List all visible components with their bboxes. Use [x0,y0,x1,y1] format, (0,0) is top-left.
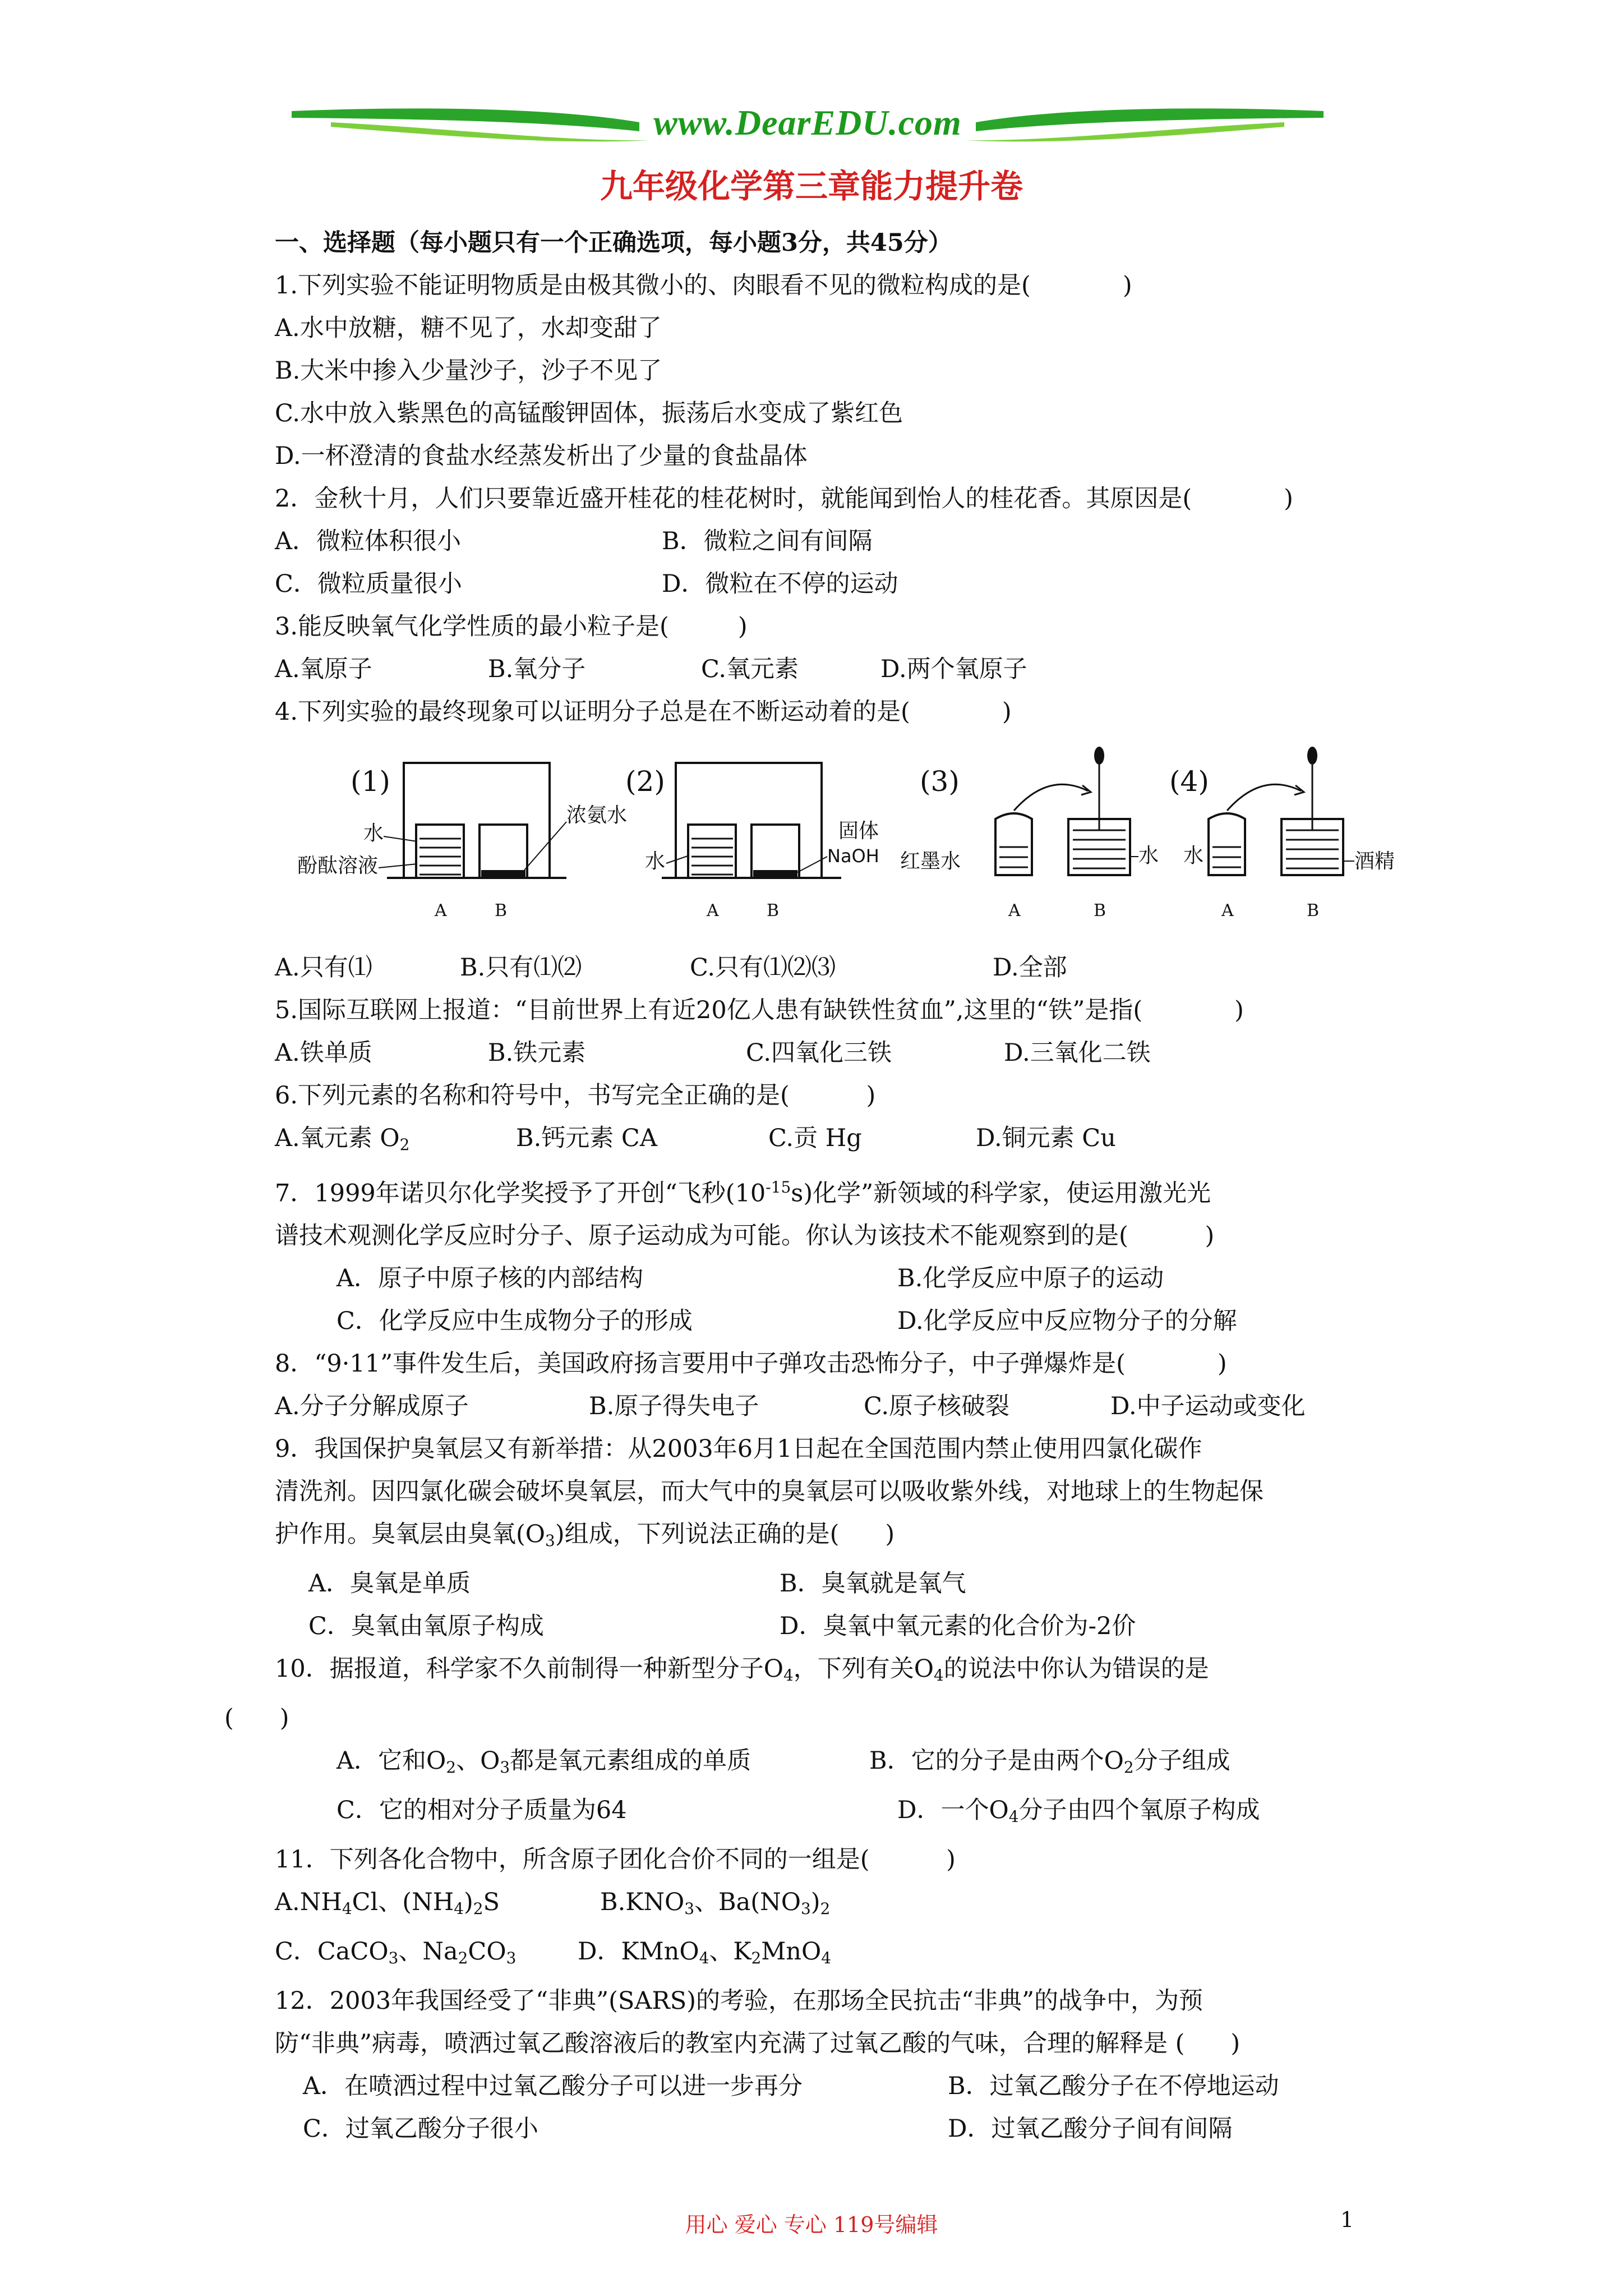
page-footer: 用心 爱心 专心 119号编辑 [685,2212,938,2237]
q3-options [275,648,1453,691]
q7-option-b: B.化学反应中原子的运动 [897,1264,1164,1293]
q2-options-row1 [275,520,1453,563]
q6-stem: 6.下列元素的名称和符号中，书写完全正确的是( ) [275,1082,876,1110]
q4-option-c: C.只有⑴⑵⑶ [690,954,836,982]
q12-option-c: C．过氧乙酸分子很小 [303,2115,538,2143]
q11-option-b: $B.KNO_3$、$Ba(NO_3)_2$ [600,1888,831,1918]
fig1-beaker-b [479,825,527,878]
q8-option-c: C.原子核破裂 [864,1392,1010,1421]
q7-options-row1 [275,1257,1453,1300]
q2-options-row2 [275,563,1453,605]
fig3-redink-label: 红墨水 [900,850,961,873]
fig1-liquid-a [419,839,461,875]
fig1-ammonia-label: 浓氨水 [566,804,628,827]
q8-options [275,1385,1453,1428]
q10-option-a: A．它和$O_2$、$O_3$都是氧元素组成的单质 [336,1747,751,1777]
fig4-arrow [1227,784,1301,811]
q2-option-a: A．微粒体积很小 [275,527,462,555]
q10-stem-line1: 10．据报道，科学家不久前制得一种新型分子$O_4$，下列有关$O_4$的说法中你认为错误的是 [275,1655,1209,1685]
q5-stem: 5.国际互联网上报道：“目前世界上有近20亿人患有缺铁性贫血”,这里的“铁”是指( ) [275,996,1244,1024]
q9-stem-line2: 清洗剂。因四氯化碳会破坏臭氧层，而大气中的臭氧层可以吸收紫外线，对地球上的生物起保 [275,1478,1264,1506]
fig4-liquid-b [1286,830,1339,868]
fig2-water-label: 水 [645,850,666,873]
q11-options-row1 [275,1881,1453,1930]
q11-option-d: D．KMnO$_4$、$K_2MnO_4$ [578,1938,832,1968]
q10-options-row1 [275,1740,1453,1789]
q1-option-a: A.水中放糖，糖不见了，水却变甜了 [275,314,662,342]
q3-option-b: B.氧分子 [488,655,586,683]
fig2-solid-label: 固体 [838,820,879,843]
q9-options-row2 [275,1605,1453,1648]
fig4-bottle-a [1209,813,1245,875]
fig1-liquid-b [481,870,525,877]
fig2-label-b: B [767,901,780,921]
q3-option-a: A.氧原子 [275,655,372,683]
fig4-liquid-a [1212,847,1241,867]
fig-label-1: (1) [351,765,390,798]
q10-option-d: D．一个$O_4$分子由四个氧原子构成 [897,1796,1260,1826]
q8-stem: 8．“9·11”事件发生后，美国政府扬言要用中子弹攻击恐怖分子，中子弹爆炸是( ) [275,1350,1227,1378]
q2-option-d: D．微粒在不停的运动 [662,570,898,598]
fig1-label-a: A [435,901,447,921]
q11-option-c: C．CaCO$_3$、$Na_2CO_3$ [275,1938,517,1968]
fig3-bottle-a [995,813,1032,875]
q4-stem: 4.下列实验的最终现象可以证明分子总是在不断运动着的是( ) [275,698,1012,726]
fig3-arrow [1014,784,1088,811]
q7-options-row2 [275,1300,1453,1342]
q5-options [275,1032,1453,1074]
q9-option-d: D．臭氧中氧元素的化合价为-2价 [780,1612,1136,1641]
fig2-naoh-label: NaOH [827,845,879,867]
q4-options [275,946,1453,989]
q11-option-a: $A.NH_4Cl$、$(NH_4)_2S$ [275,1888,500,1918]
q9-options-row1 [275,1562,1453,1605]
q6-option-b: B.钙元素 CA [516,1124,657,1152]
fig-label-3: (3) [920,765,960,798]
fig1-label-b: B [495,901,508,921]
fig1-beaker-a [416,825,464,878]
q7-stem-line1: 7．1999年诺贝尔化学奖授予了开创“飞秒$(10^{-15}s)$化学”新领域的科学家，使运用激光光 [275,1177,1211,1208]
q12-option-d: D．过氧乙酸分子间有间隔 [948,2115,1233,2143]
q9-option-b: B．臭氧就是氧气 [780,1570,966,1598]
fig3-label-a: A [1008,901,1021,921]
q2-option-b: B．微粒之间有间隔 [662,527,873,555]
exam-content [224,222,1453,2150]
q12-stem-line1: 12．2003年我国经受了“非典”(SARS)的考验，在那场全民抗击“非典”的战争中，为预 [275,1987,1203,2016]
q10-option-c: C．它的相对分子质量为64 [336,1796,627,1825]
fig4-label-b: B [1307,901,1320,921]
q4-option-a: A.只有⑴ [275,954,372,982]
q1-option-b: B.大米中掺入少量沙子，沙子不见了 [275,357,662,385]
site-banner [292,90,1324,151]
fig2-beaker-b [751,825,799,878]
q2-stem: 2．金秋十月，人们只要靠近盛开桂花的桂花树时，就能闻到怡人的桂花香。其原因是( ) [275,485,1293,513]
fig4-label-a: A [1221,901,1234,921]
q3-option-c: C.氧元素 [701,655,799,683]
q1-stem: 1.下列实验不能证明物质是由极其微小的、肉眼看不见的微粒构成的是( ) [275,272,1132,300]
page-number: 1 [1340,2207,1354,2232]
q9-option-c: C．臭氧由氧原子构成 [308,1612,544,1641]
q7-option-c: C．化学反应中生成物分子的形成 [336,1307,693,1336]
q1-option-d: D.一杯澄清的食盐水经蒸发析出了少量的食盐晶体 [275,442,808,470]
q6-option-a: A.氧元素 $O_2$ [275,1124,410,1154]
q4-option-d: D.全部 [993,954,1067,982]
fig2-solid-b [753,870,797,877]
q1-option-c: C.水中放入紫黑色的高锰酸钾固体，振荡后水变成了紫红色 [275,399,903,427]
q9-stem-line3: 护作用。臭氧层由臭氧$(O_3)$组成，下列说法正确的是( ) [275,1520,895,1550]
section-heading: 一、选择题（每小题只有一个正确选项，每小题3分，共45分） [275,229,952,257]
q7-option-a: A．原子中原子核的内部结构 [336,1264,644,1293]
fig2-beaker-a [688,825,736,878]
q5-option-c: C.四氧化三铁 [746,1039,892,1067]
page-title: 九年级化学第三章能力提升卷 [600,167,1023,205]
q2-option-c: C．微粒质量很小 [275,570,462,598]
q10-stem-line2: ( ) [224,1704,289,1733]
q6-option-c: C.贡 Hg [768,1124,862,1152]
q7-option-d: D.化学反应中反应物分子的分解 [897,1307,1237,1336]
q8-option-d: D.中子运动或变化 [1110,1392,1306,1421]
q5-option-a: A.铁单质 [275,1039,372,1067]
q5-option-d: D.三氧化二铁 [1004,1039,1151,1067]
fig2-label-a: A [707,901,719,921]
q6-option-d: D.铜元素 Cu [976,1124,1116,1152]
fig2-liquid-a [691,839,733,875]
q4-figure-svg [275,738,1453,940]
q9-stem-line1: 9．我国保护臭氧层又有新举措：从2003年6月1日起在全国范围内禁止使用四氯化碳作 [275,1435,1202,1464]
fig4-alcohol-label: 酒精 [1354,850,1395,873]
q12-option-b: B．过氧乙酸分子在不停地运动 [948,2072,1279,2101]
fig1-water-label: 水 [363,822,384,845]
fig3-label-b: B [1094,901,1106,921]
q4-experiment-figure [275,738,1453,940]
q12-stem-line2: 防“非典”病毒，喷洒过氧乙酸溶液后的教室内充满了过氧乙酸的气味，合理的解释是 ( ) [275,2030,1241,2058]
fig3-liquid-b [1073,830,1126,868]
fig-label-4: (4) [1169,765,1209,798]
q7-stem-line2: 谱技术观测化学反应时分子、原子运动成为可能。你认为该技术不能观察到的是( ) [275,1222,1215,1250]
q11-stem: 11．下列各化合物中，所含原子团化合价不同的一组是( ) [275,1846,956,1874]
site-name[interactable]: www.DearEDU.com [653,103,962,142]
q11-options-row2 [275,1930,1453,1980]
q5-option-b: B.铁元素 [488,1039,586,1067]
q3-option-d: D.两个氧原子 [880,655,1027,683]
fig3-water-label: 水 [1138,844,1159,867]
q6-options [275,1117,1453,1166]
q3-stem: 3.能反映氧气化学性质的最小粒子是( ) [275,613,748,641]
q4-option-b: B.只有⑴⑵ [460,954,582,982]
q9-option-a: A．臭氧是单质 [308,1570,471,1598]
q12-options-row2 [275,2108,1453,2150]
q8-option-b: B.原子得失电子 [589,1392,759,1421]
fig-label-2: (2) [625,765,665,798]
q8-option-a: A.分子分解成原子 [275,1392,469,1421]
fig3-liquid-a [999,847,1028,867]
q12-options-row1 [275,2065,1453,2108]
fig4-water-label: 水 [1183,844,1204,867]
q10-option-b: B．它的分子是由两个$O_2$分子组成 [869,1747,1230,1777]
q12-option-a: A．在喷洒过程中过氧乙酸分子可以进一步再分 [303,2072,803,2101]
fig1-phenol-label: 酚酞溶液 [297,854,379,877]
q10-options-row2 [275,1789,1453,1838]
